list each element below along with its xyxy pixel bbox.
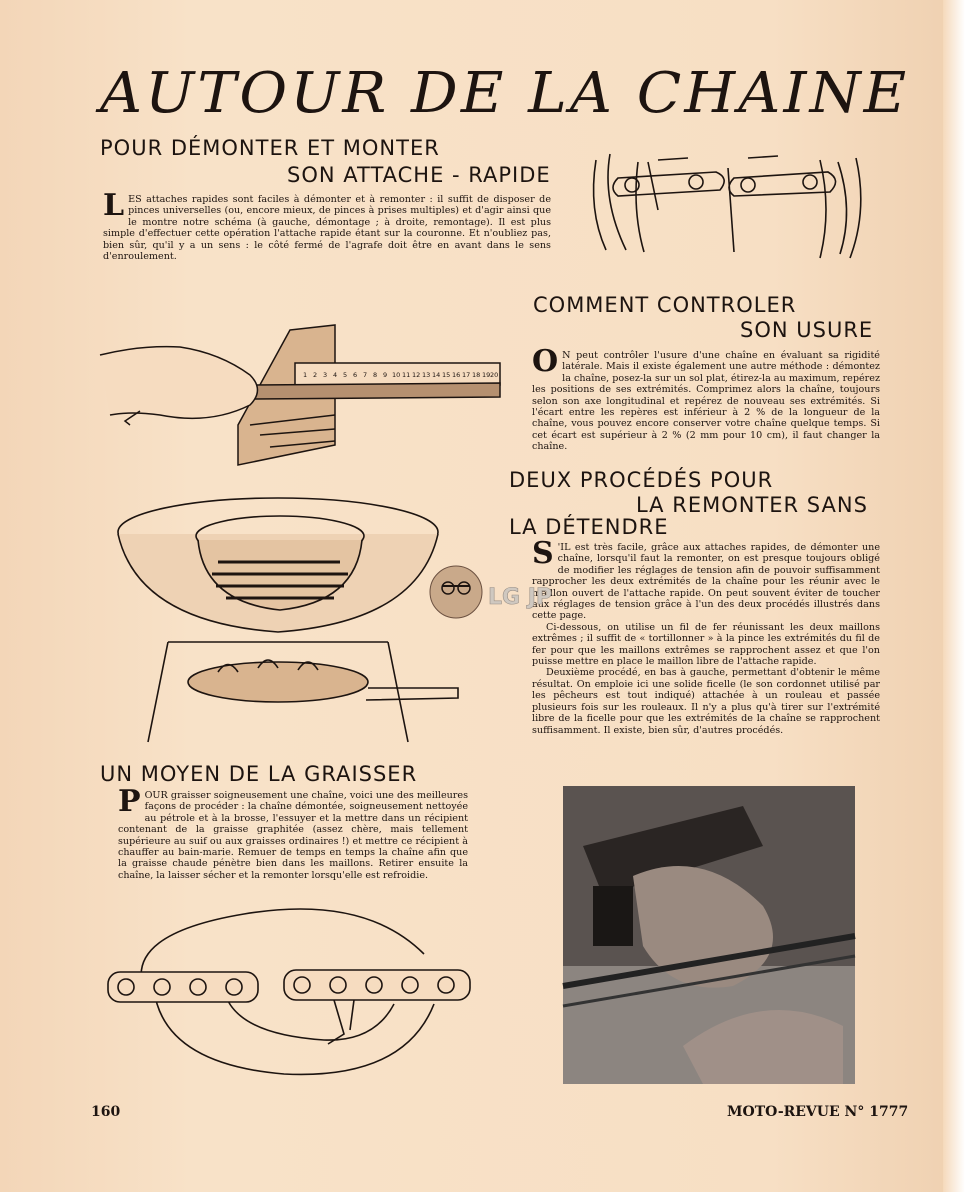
attache-text [103,188,551,263]
heading-attache-line1: POUR DÉMONTER ET MONTER [100,136,440,160]
graisser-body: OUR graisser soigneusement une chaîne, voici une des meilleures façons de procéder : la chaîne démontée, soigneusement nettoyée au pétrole et à la brosse, l'essuyer et la mettre dans un récipient contenant de la graisse graphitée (assez chère, mais tellement supérieure au suif ou aux graisses ordinaires !) et mettre ce récipient à chauffer au bain-marie. Remuer de temps en temps la chaîne afin que la graisse chaude pénètre bien dans les maillons. Retirer ensuite la chaîne, la laisser sécher et la remonter lorsqu'elle est refroidie. [118,790,468,881]
dropcap: P [118,784,141,819]
ruler-mark: 5 [343,371,348,379]
ruler-mark: 11 [402,371,411,379]
dropcap: O [532,344,559,379]
pliers-diagram [588,150,868,262]
watermark-text: LG JP [488,585,553,610]
portrait-watermark [428,556,553,634]
ruler-mark: 19 [482,371,491,379]
usure-body: N peut contrôler l'usure d'une chaîne en évaluant sa rigidité latérale. Mais il existe également une autre méthode : démontez la chaîne, posez-la sur un sol plat, étirez-la au maximum, repérez les positions de ses extrémités. Comprimez alors la chaîne, toujours selon son axe longitudinal et repérez de nouveau ses extrémités. Si l'écart entre les repères est inférieur à 2 % de la longueur de la chaîne, vous pouvez encore conserver votre chaîne quelque temps. Si cet écart est supérieur à 2 % (2 mm pour 10 cm), il faut changer la chaîne. [532,350,880,453]
ruler-mark: 8 [373,371,378,379]
usure-text [532,344,880,453]
ruler-mark: 16 [452,371,461,379]
chain-segment-left [108,972,258,1002]
ruler-mark: 12 [412,371,421,379]
attache-body: ES attaches rapides sont faciles à démonter et à remonter : il suffit de disposer de pinces universelles (ou, encore mieux, de pinces à prises multiples) et d'agir ainsi que le montre notre schéma (à gauche, démontage ; à droite, remontage). Il est plus simple d'effectuer cette opération l'attache rapide étant sur la couronne. Et n'oubliez pas, bien sûr, qu'il y a un sens : le côté fermé de l'agrafe doit être en avant dans le sens d'enroulement. [103,194,551,263]
heading-remonter-line2: LA REMONTER SANS [636,493,868,517]
ruler-mark: 6 [353,371,358,379]
chain-photo [563,786,855,1084]
ruler-mark: 18 [472,371,481,379]
ruler-mark: 14 [432,371,441,379]
ruler-illustration [100,325,520,467]
remonter-para3: Deuxième procédé, en bas à gauche, permettant d'obtenir le même résultat. On emploie ici une solide ficelle (le son cordonnet utilisé par les pêcheurs est tout indiqué) attachée à un rouleau et passée plusieurs fois sur les rouleaux. Il n'y a plus qu'à tirer sur l'extrémité libre de la ficelle pour que les extrémités de la chaîne se rapprochent suffisamment. Il existe, bien sûr, d'autres procédés. [532,667,880,736]
portrait-face [430,566,482,618]
ruler-mark: 1 [303,371,308,379]
ruler-mark: 2 [313,371,318,379]
ruler-mark: 20 [490,371,499,379]
ruler-mark: 15 [442,371,451,379]
ruler-mark: 10 [392,371,401,379]
heading-usure-line1: COMMENT CONTROLER [533,293,797,317]
ruler-mark: 4 [333,371,338,379]
magazine-issue: MOTO-REVUE N° 1777 [727,1104,909,1120]
ruler-mark: 17 [462,371,471,379]
ruler-mark: 3 [323,371,328,379]
bain-marie-illustration [108,492,480,744]
heading-graisser: UN MOYEN DE LA GRAISSER [100,762,418,786]
ruler-mark: 9 [383,371,388,379]
page-edge [943,0,965,1192]
page-number: 160 [91,1104,121,1120]
ruler-mark: 7 [363,371,368,379]
page-title: AUTOUR DE LA CHAINE [100,61,910,126]
remonter-para1: 'IL est très facile, grâce aux attaches rapides, de démonter une chaîne, lorsqu'il faut la remonter, on est presque toujours obligé de modifier les réglages de tension afin de pouvoir suffisamment rapprocher les deux extrémités de la chaîne pour les réunir avec le maillon ouvert de l'attache rapide. On peut souvent éviter de toucher aux réglages de tension grâce à l'un des deux procédés illustrés dans cette page. [532,542,880,622]
dropcap: S [532,536,554,571]
heading-remonter-line3: LA DÉTENDRE [509,515,669,539]
dropcap: L [103,188,125,223]
graisser-text [118,784,468,881]
watch [593,886,633,946]
heading-usure-line2: SON USURE [740,318,874,342]
ruler-mark: 13 [422,371,431,379]
chain-link-right [729,172,836,196]
remonter-text [532,536,880,736]
chain-segment-right [284,970,470,1000]
remonter-para2: Ci-dessous, on utilise un fil de fer réunissant les deux maillons extrêmes ; il suffit de « tortillonner » à la pince les extrémités du fil de fer pour que les maillons extrêmes se rapprochent assez et que l'on puisse mettre en place le maillon libre de l'attache rapide. [532,621,880,668]
heading-attache-line2: SON ATTACHE - RAPIDE [287,163,551,187]
heading-remonter-line1: DEUX PROCÉDÉS POUR [509,468,774,492]
photo-content [563,786,855,1084]
chain-on-ruler [255,383,500,399]
hand [100,347,258,419]
string-chain-illustration [104,894,480,1094]
